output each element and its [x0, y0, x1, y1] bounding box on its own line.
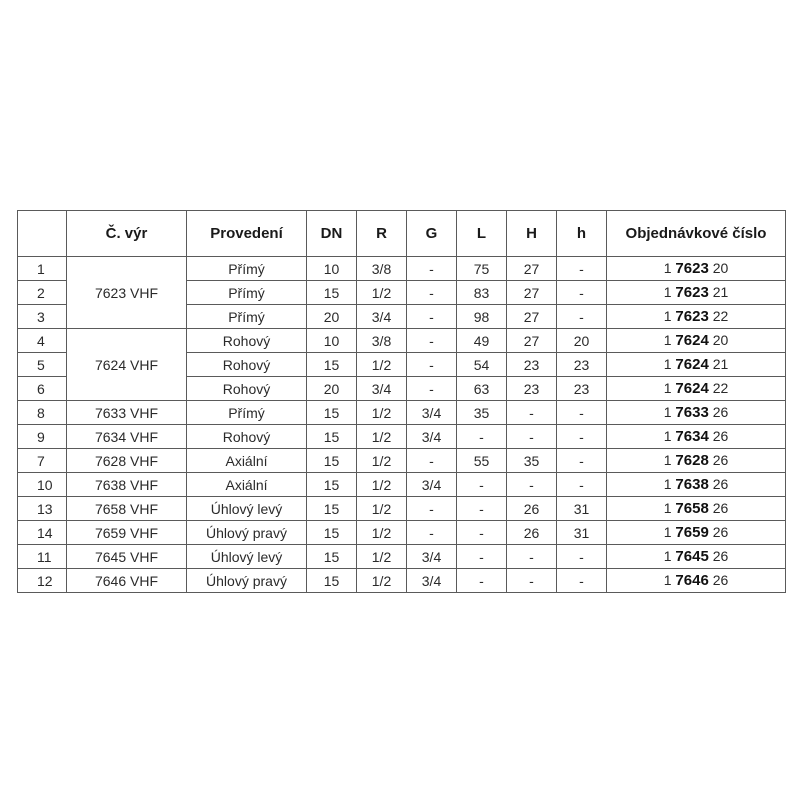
r-cell: 1/2: [357, 497, 407, 521]
row-number: 9: [18, 425, 67, 449]
order-number: [607, 449, 786, 473]
type-cell: Rohový: [187, 329, 307, 353]
header-h: h: [557, 211, 607, 257]
l-cell: -: [457, 473, 507, 497]
order-number-prefix: 1: [663, 380, 672, 396]
H-cell: -: [507, 545, 557, 569]
type-cell: Přímý: [187, 257, 307, 281]
product-number: 7628 VHF: [67, 449, 187, 473]
g-cell: 3/4: [407, 425, 457, 449]
order-number: [607, 401, 786, 425]
order-number-suffix: 22: [712, 308, 729, 324]
product-number: 7623 VHF: [67, 257, 187, 329]
order-number-prefix: 1: [663, 524, 672, 540]
dn-cell: 15: [307, 521, 357, 545]
table-row: [18, 521, 786, 545]
order-number-prefix: 1: [663, 476, 672, 492]
row-number: 6: [18, 377, 67, 401]
order-number: [607, 473, 786, 497]
order-number-suffix: 26: [712, 524, 729, 540]
g-cell: -: [407, 281, 457, 305]
table-row: [18, 569, 786, 593]
g-cell: -: [407, 449, 457, 473]
l-cell: 55: [457, 449, 507, 473]
dn-cell: 15: [307, 569, 357, 593]
H-cell: -: [507, 425, 557, 449]
H-cell: -: [507, 401, 557, 425]
type-cell: Rohový: [187, 377, 307, 401]
order-number-main: 7623: [675, 284, 709, 301]
order-number-main: 7633: [675, 404, 709, 421]
order-number-main: 7624: [675, 332, 709, 349]
order-number-suffix: 20: [712, 260, 729, 276]
r-cell: 1/2: [357, 353, 407, 377]
order-number: [607, 425, 786, 449]
dn-cell: 10: [307, 257, 357, 281]
h-cell: -: [557, 425, 607, 449]
l-cell: -: [457, 425, 507, 449]
row-number: 4: [18, 329, 67, 353]
header-l: L: [457, 211, 507, 257]
row-number: 10: [18, 473, 67, 497]
h-cell: -: [557, 545, 607, 569]
order-number-main: 7638: [675, 476, 709, 493]
dn-cell: 15: [307, 473, 357, 497]
table-row: [18, 329, 786, 353]
product-number: 7633 VHF: [67, 401, 187, 425]
H-cell: 26: [507, 497, 557, 521]
order-number: [607, 497, 786, 521]
h-cell: 31: [557, 497, 607, 521]
r-cell: 3/8: [357, 329, 407, 353]
H-cell: 23: [507, 377, 557, 401]
order-number-suffix: 21: [712, 356, 729, 372]
product-number: 7638 VHF: [67, 473, 187, 497]
dn-cell: 15: [307, 545, 357, 569]
type-cell: Úhlový levý: [187, 497, 307, 521]
order-number-main: 7646: [675, 572, 709, 589]
header-r: R: [357, 211, 407, 257]
product-number: 7659 VHF: [67, 521, 187, 545]
product-table: [17, 210, 786, 593]
header-product-no: Č. výr: [67, 211, 187, 257]
r-cell: 1/2: [357, 281, 407, 305]
dn-cell: 15: [307, 353, 357, 377]
h-cell: 31: [557, 521, 607, 545]
order-number-suffix: 26: [712, 452, 729, 468]
header-no: [18, 211, 67, 257]
r-cell: 3/8: [357, 257, 407, 281]
r-cell: 1/2: [357, 425, 407, 449]
H-cell: 23: [507, 353, 557, 377]
row-number: 8: [18, 401, 67, 425]
dn-cell: 15: [307, 401, 357, 425]
dn-cell: 20: [307, 305, 357, 329]
order-number-main: 7645: [675, 548, 709, 565]
order-number: [607, 377, 786, 401]
row-number: 14: [18, 521, 67, 545]
header-g: G: [407, 211, 457, 257]
table-row: [18, 449, 786, 473]
type-cell: Axiální: [187, 473, 307, 497]
H-cell: 35: [507, 449, 557, 473]
header-dn: DN: [307, 211, 357, 257]
table-row: [18, 425, 786, 449]
order-number-prefix: 1: [663, 452, 672, 468]
type-cell: Přímý: [187, 305, 307, 329]
product-number: 7646 VHF: [67, 569, 187, 593]
r-cell: 1/2: [357, 545, 407, 569]
H-cell: -: [507, 473, 557, 497]
row-number: 5: [18, 353, 67, 377]
type-cell: Úhlový levý: [187, 545, 307, 569]
g-cell: -: [407, 377, 457, 401]
order-number: [607, 521, 786, 545]
order-number-main: 7658: [675, 500, 709, 517]
order-number-main: 7628: [675, 452, 709, 469]
order-number-suffix: 26: [712, 404, 729, 420]
row-number: 7: [18, 449, 67, 473]
order-number-suffix: 20: [712, 332, 729, 348]
order-number-main: 7623: [675, 308, 709, 325]
H-cell: 26: [507, 521, 557, 545]
header-order-number: Objednávkové číslo: [607, 211, 786, 257]
order-number-prefix: 1: [663, 572, 672, 588]
order-number-suffix: 21: [712, 284, 729, 300]
g-cell: -: [407, 257, 457, 281]
l-cell: -: [457, 569, 507, 593]
row-number: 11: [18, 545, 67, 569]
order-number: [607, 353, 786, 377]
type-cell: Úhlový pravý: [187, 521, 307, 545]
order-number-prefix: 1: [663, 356, 672, 372]
H-cell: 27: [507, 329, 557, 353]
l-cell: 75: [457, 257, 507, 281]
type-cell: Přímý: [187, 281, 307, 305]
h-cell: -: [557, 449, 607, 473]
order-number-prefix: 1: [663, 500, 672, 516]
row-number: 13: [18, 497, 67, 521]
dn-cell: 20: [307, 377, 357, 401]
dn-cell: 15: [307, 281, 357, 305]
table-row: [18, 257, 786, 281]
H-cell: 27: [507, 305, 557, 329]
order-number-main: 7659: [675, 524, 709, 541]
order-number-prefix: 1: [663, 284, 672, 300]
g-cell: -: [407, 353, 457, 377]
h-cell: -: [557, 401, 607, 425]
h-cell: 20: [557, 329, 607, 353]
r-cell: 1/2: [357, 569, 407, 593]
dn-cell: 15: [307, 497, 357, 521]
order-number: [607, 569, 786, 593]
g-cell: 3/4: [407, 569, 457, 593]
type-cell: Axiální: [187, 449, 307, 473]
l-cell: -: [457, 497, 507, 521]
h-cell: -: [557, 281, 607, 305]
l-cell: 83: [457, 281, 507, 305]
table-header: [18, 211, 786, 257]
product-number: 7645 VHF: [67, 545, 187, 569]
g-cell: -: [407, 497, 457, 521]
order-number-prefix: 1: [663, 332, 672, 348]
r-cell: 3/4: [357, 377, 407, 401]
g-cell: -: [407, 305, 457, 329]
product-number: 7634 VHF: [67, 425, 187, 449]
order-number: [607, 545, 786, 569]
product-number: 7658 VHF: [67, 497, 187, 521]
h-cell: 23: [557, 377, 607, 401]
table-body: [18, 257, 786, 593]
h-cell: -: [557, 569, 607, 593]
row-number: 3: [18, 305, 67, 329]
type-cell: Rohový: [187, 425, 307, 449]
type-cell: Rohový: [187, 353, 307, 377]
l-cell: 63: [457, 377, 507, 401]
H-cell: 27: [507, 257, 557, 281]
H-cell: 27: [507, 281, 557, 305]
order-number-prefix: 1: [663, 548, 672, 564]
order-number-prefix: 1: [663, 308, 672, 324]
g-cell: 3/4: [407, 473, 457, 497]
order-number-prefix: 1: [663, 428, 672, 444]
g-cell: 3/4: [407, 401, 457, 425]
r-cell: 1/2: [357, 449, 407, 473]
order-number: [607, 305, 786, 329]
product-number: 7624 VHF: [67, 329, 187, 401]
row-number: 12: [18, 569, 67, 593]
order-number-main: 7624: [675, 356, 709, 373]
table-row: [18, 401, 786, 425]
row-number: 2: [18, 281, 67, 305]
H-cell: -: [507, 569, 557, 593]
g-cell: 3/4: [407, 545, 457, 569]
table-row: [18, 497, 786, 521]
l-cell: -: [457, 521, 507, 545]
order-number-main: 7624: [675, 380, 709, 397]
order-number-suffix: 26: [712, 572, 729, 588]
order-number-prefix: 1: [663, 404, 672, 420]
l-cell: 49: [457, 329, 507, 353]
order-number-prefix: 1: [663, 260, 672, 276]
table-row: [18, 545, 786, 569]
dn-cell: 10: [307, 329, 357, 353]
table-row: [18, 473, 786, 497]
order-number-suffix: 26: [712, 476, 729, 492]
order-number-main: 7634: [675, 428, 709, 445]
l-cell: 98: [457, 305, 507, 329]
order-number: [607, 281, 786, 305]
header-H: H: [507, 211, 557, 257]
type-cell: Úhlový pravý: [187, 569, 307, 593]
r-cell: 1/2: [357, 521, 407, 545]
l-cell: 35: [457, 401, 507, 425]
order-number: [607, 257, 786, 281]
h-cell: -: [557, 305, 607, 329]
l-cell: 54: [457, 353, 507, 377]
h-cell: -: [557, 473, 607, 497]
row-number: 1: [18, 257, 67, 281]
r-cell: 3/4: [357, 305, 407, 329]
order-number-suffix: 26: [712, 548, 729, 564]
h-cell: -: [557, 257, 607, 281]
header-row: [18, 211, 786, 257]
header-type: Provedení: [187, 211, 307, 257]
order-number-suffix: 22: [712, 380, 729, 396]
order-number-suffix: 26: [712, 428, 729, 444]
order-number-suffix: 26: [712, 500, 729, 516]
order-number-main: 7623: [675, 260, 709, 277]
g-cell: -: [407, 329, 457, 353]
l-cell: -: [457, 545, 507, 569]
dn-cell: 15: [307, 449, 357, 473]
type-cell: Přímý: [187, 401, 307, 425]
g-cell: -: [407, 521, 457, 545]
order-number: [607, 329, 786, 353]
dn-cell: 15: [307, 425, 357, 449]
r-cell: 1/2: [357, 473, 407, 497]
h-cell: 23: [557, 353, 607, 377]
r-cell: 1/2: [357, 401, 407, 425]
